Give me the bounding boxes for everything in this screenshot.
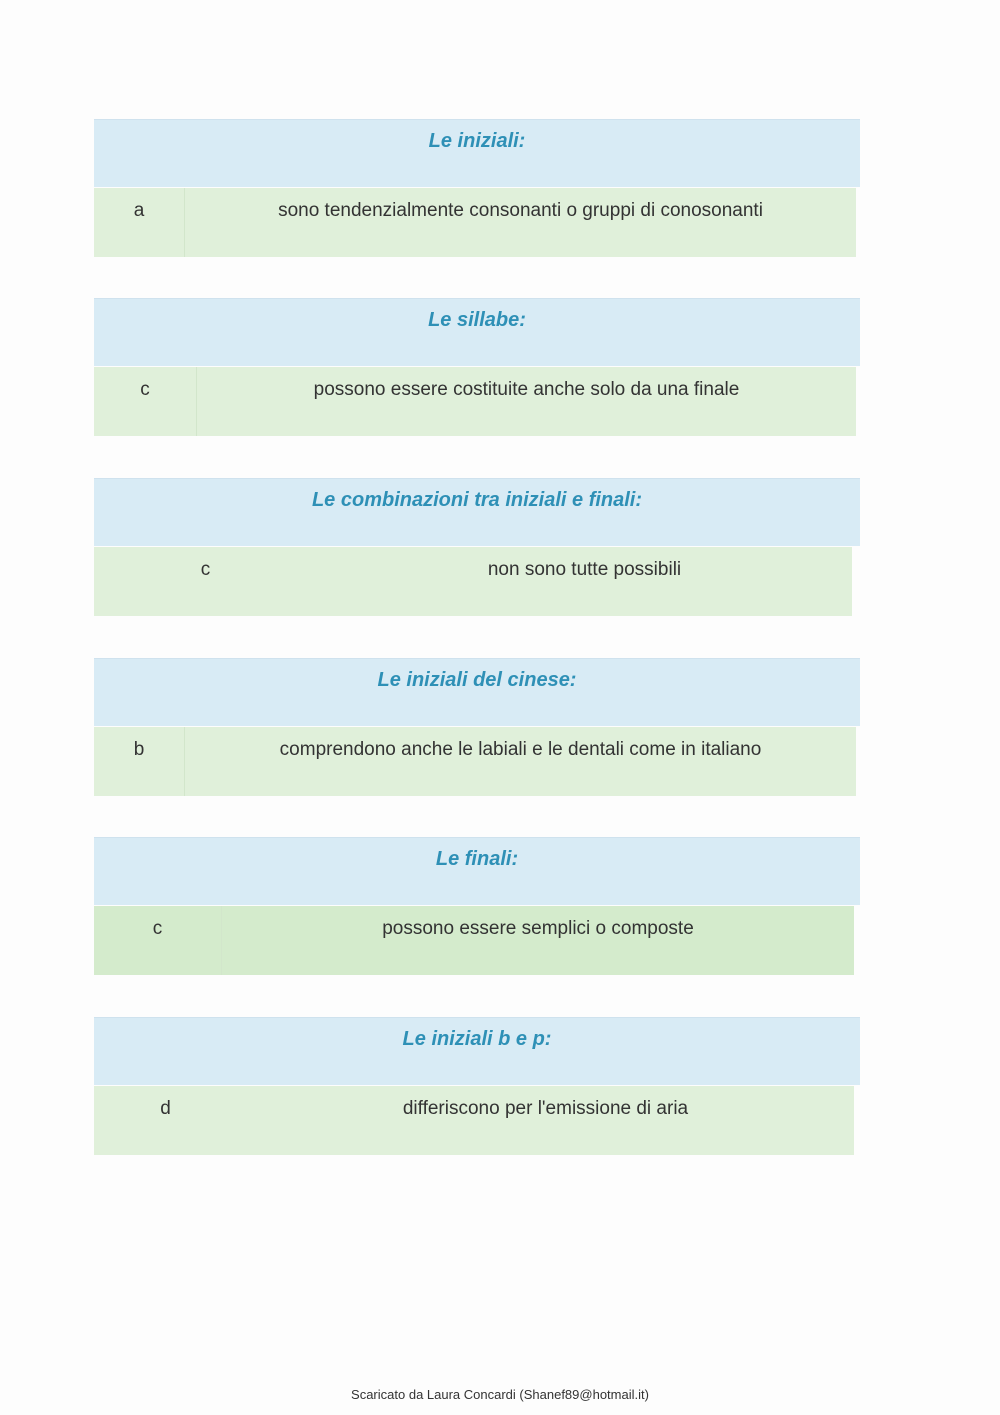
answer-row — [94, 188, 856, 257]
answer-row — [94, 1086, 854, 1155]
question-title: Le iniziali b e p: — [402, 1028, 552, 1050]
answer-row — [94, 727, 856, 796]
answer-letter: d — [160, 1098, 171, 1119]
answer-row — [94, 906, 854, 975]
question-header — [94, 658, 860, 726]
answer-text: possono essere costituite anche solo da una finale — [313, 379, 740, 400]
answer-text: comprendono anche le labiali e le dentali come in italiano — [279, 739, 762, 760]
question-title: Le finali: — [435, 848, 519, 870]
answer-text: sono tendenzialmente consonanti o gruppi di conosonanti — [278, 200, 763, 221]
question-block — [94, 658, 860, 798]
question-header — [94, 478, 860, 546]
answer-letter: c — [94, 906, 222, 975]
question-block — [94, 837, 860, 977]
answer-letter: a — [94, 188, 185, 257]
answer-text: possono essere semplici o composte — [382, 918, 694, 939]
answer-row — [94, 547, 852, 616]
answer-row — [94, 367, 856, 436]
answer-letter: b — [94, 727, 185, 796]
question-block — [94, 298, 860, 438]
answer-text: non sono tutte possibili — [487, 559, 682, 580]
question-header — [94, 837, 860, 905]
answer-text: differiscono per l'emissione di aria — [402, 1098, 689, 1119]
question-block — [94, 478, 860, 618]
question-title: Le sillabe: — [428, 309, 526, 331]
question-title: Le iniziali del cinese: — [377, 669, 577, 691]
question-block — [94, 119, 860, 259]
download-footer: Scaricato da Laura Concardi (Shanef89@hotmail.it) — [351, 1387, 649, 1402]
question-block — [94, 1017, 860, 1157]
answer-letter: c — [200, 559, 211, 580]
question-header — [94, 119, 860, 187]
question-title: Le combinazioni tra iniziali e finali: — [311, 489, 643, 511]
question-title: Le iniziali: — [428, 130, 526, 152]
question-header — [94, 1017, 860, 1085]
answer-letter: c — [94, 367, 197, 436]
question-header — [94, 298, 860, 366]
